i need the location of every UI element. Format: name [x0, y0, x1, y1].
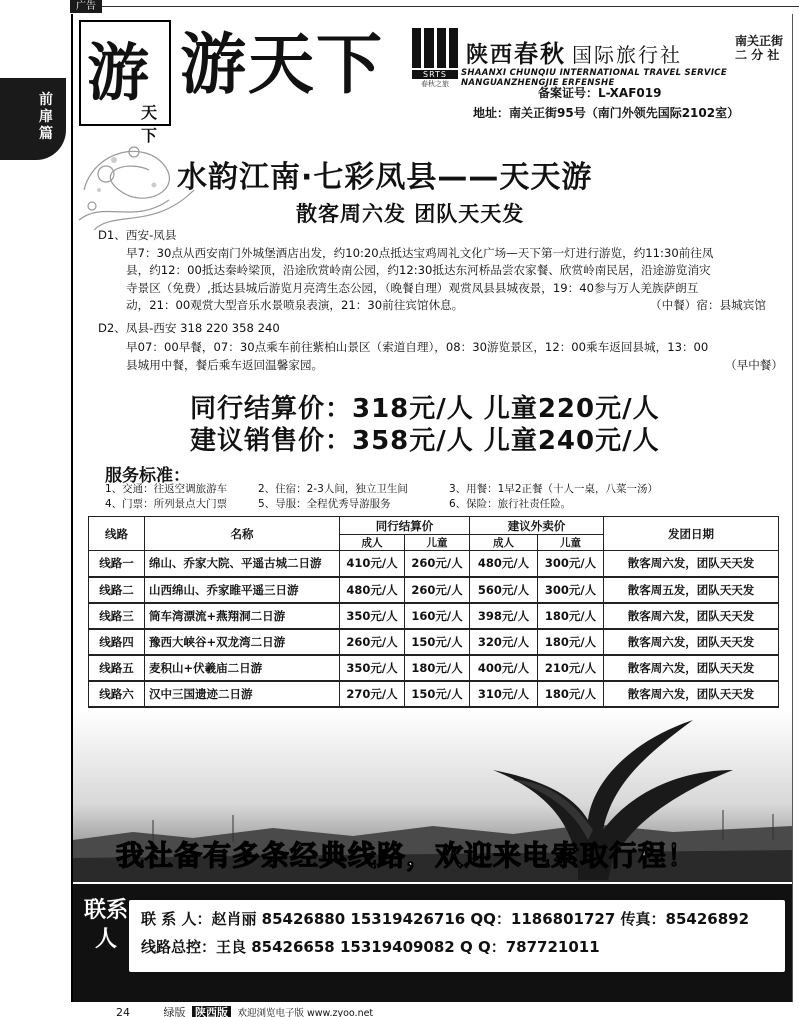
edition-label: 绿版	[163, 1006, 186, 1017]
trade-price: 同行结算价：318元/人 儿童220元/人	[190, 394, 660, 424]
day1-line-1: 早7：30点从西安南门外城堡酒店出发，约10:20点抵达宝鸡周礼文化广场—天下第一灯进行游览，约11:30前往凤	[126, 246, 714, 260]
cell-name: 豫西大峡谷+双龙湾二日游	[145, 629, 340, 655]
cell-retail-adult: 320元/人	[470, 629, 538, 655]
retail-price: 建议销售价：358元/人 儿童240元/人	[190, 426, 660, 456]
cell-name: 筒车湾漂流+燕翔洞二日游	[145, 603, 340, 629]
service-item-1: 1、交通：往返空调旅游车	[105, 483, 228, 495]
col-trade-child: 儿童	[405, 535, 470, 551]
branch-line-2: 二 分 社	[735, 48, 780, 62]
cell-name: 山西绵山、乔家睢平遥三日游	[145, 577, 340, 603]
license-number: 备案证号：L-XAF019	[538, 86, 662, 100]
header-rule	[70, 6, 799, 7]
cell-retail-adult: 400元/人	[470, 655, 538, 681]
branch-name	[735, 34, 783, 62]
emblem-sub: 春秋之旅	[421, 80, 449, 88]
cell-date: 散客周六发，团队天天发	[604, 681, 779, 707]
cell-trade-child: 150元/人	[405, 681, 470, 707]
contact-panel	[129, 900, 785, 972]
col-retail-adult: 成人	[470, 535, 538, 551]
edition-badge: 陕西版	[192, 1006, 231, 1017]
cell-trade-adult: 350元/人	[340, 655, 405, 681]
col-trade-adult: 成人	[340, 535, 405, 551]
col-retail-child: 儿童	[538, 535, 604, 551]
cell-route: 线路五	[89, 655, 145, 681]
cell-retail-child: 300元/人	[538, 577, 604, 603]
day1-meal-note: （中餐）宿：县城宾馆	[650, 298, 766, 312]
cell-route: 线路三	[89, 603, 145, 629]
service-title: 服务标准：	[105, 466, 190, 486]
page-title: 水韵江南·七彩凤县——天天游	[177, 160, 593, 195]
route-table	[88, 516, 779, 708]
emblem-label: SRTS	[412, 70, 458, 79]
contact-label: 联系人	[83, 898, 128, 952]
contact-line-2[interactable]: 线路总控：王良 85426658 15319409082 Q Q：787721011	[141, 938, 600, 956]
cell-route: 线路一	[89, 551, 145, 577]
table-row	[89, 681, 779, 707]
contact-line-1[interactable]: 联 系 人：赵肖丽 85426880 15319426716 QQ：1186801727 传真：85426892	[141, 910, 750, 928]
company-prefix: 陕西	[466, 43, 515, 68]
cell-trade-adult: 410元/人	[340, 551, 405, 577]
cell-name: 绵山、乔家大院、平遥古城二日游	[145, 551, 340, 577]
col-trade-price: 同行结算价	[340, 517, 470, 535]
cell-route: 线路四	[89, 629, 145, 655]
day2-meal-note: （早中餐）	[725, 358, 783, 372]
day1-line-3: 寺景区（免费）,抵达县城后游览月亮湾生态公园，（晚餐自理）观赏凤县县城夜景，19：40参与万人羌族萨朗互	[126, 281, 699, 295]
cell-trade-child: 260元/人	[405, 551, 470, 577]
logo-sub-glyph: 天下	[141, 103, 158, 145]
cell-date: 散客周五发，团队天天发	[604, 577, 779, 603]
cell-retail-child: 180元/人	[538, 629, 604, 655]
service-item-2: 2、住宿：2-3人间，独立卫生间	[258, 483, 408, 495]
cell-date: 散客周六发，团队天天发	[604, 655, 779, 681]
ad-label: 广告	[70, 0, 102, 13]
cell-name: 汉中三国遗迹二日游	[145, 681, 340, 707]
table-row	[89, 655, 779, 681]
col-route: 线路	[89, 517, 145, 551]
col-retail-price: 建议外卖价	[470, 517, 604, 535]
cell-route: 线路六	[89, 681, 145, 707]
section-tab[interactable]	[0, 78, 66, 160]
company-english-name: SHAANXI CHUNQIU INTERNATIONAL TRAVEL SERVICE NANGUANZHENGJIE ERFENSHE	[461, 68, 727, 88]
srts-emblem	[412, 28, 458, 92]
cell-trade-adult: 270元/人	[340, 681, 405, 707]
cell-date: 散客周六发，团队天天发	[604, 551, 779, 577]
logo-main-glyph: 游	[87, 36, 150, 109]
cell-trade-adult: 480元/人	[340, 577, 405, 603]
brand-logo	[79, 20, 171, 145]
cell-trade-child: 150元/人	[405, 629, 470, 655]
page-number: 24	[116, 1006, 130, 1017]
company-suffix: 国际旅行社	[572, 43, 683, 67]
day2-line-1: 早07：00早餐，07：30点乘车前往紫柏山景区（索道自理），08：30游览景区，12：00乘车返回县城，13：00	[126, 340, 709, 354]
cell-retail-child: 210元/人	[538, 655, 604, 681]
table-row	[89, 629, 779, 655]
cell-trade-child: 180元/人	[405, 655, 470, 681]
cell-date: 散客周六发，团队天天发	[604, 603, 779, 629]
cell-retail-adult: 560元/人	[470, 577, 538, 603]
cell-name: 麦积山+伏羲庙二日游	[145, 655, 340, 681]
ad-header-bar	[0, 0, 799, 14]
day2-line-2: 县城用中餐，餐后乘车返回温馨家园。	[126, 358, 324, 372]
cell-retail-child: 180元/人	[538, 681, 604, 707]
cell-trade-adult: 350元/人	[340, 603, 405, 629]
call-to-action: 我社备有多条经典线路，欢迎来电索取行程！	[116, 839, 697, 872]
cell-retail-child: 180元/人	[538, 603, 604, 629]
table-row	[89, 551, 779, 577]
service-item-4: 4、门票：所列景点大门票	[105, 498, 228, 510]
cell-retail-child: 300元/人	[538, 551, 604, 577]
day1-line-4: 动，21：00观赏大型音乐水景喷泉表演，21：30前往宾馆休息。	[126, 298, 464, 312]
company-script: 春秋	[514, 39, 567, 68]
branch-line-1: 南关正街	[735, 34, 784, 48]
cell-trade-adult: 260元/人	[340, 629, 405, 655]
cell-route: 线路二	[89, 577, 145, 603]
contact-band	[73, 884, 792, 1002]
service-item-6: 6、保险：旅行社责任险。	[449, 498, 572, 510]
day1-title: D1、西安-凤县	[98, 228, 177, 242]
col-name: 名称	[145, 517, 340, 551]
col-departure: 发团日期	[604, 517, 779, 551]
table-row	[89, 603, 779, 629]
page-subtitle: 散客周六发 团队天天发	[296, 202, 525, 226]
website-link[interactable]: 欢迎浏览电子版 www.zyoo.net	[237, 1008, 374, 1017]
cell-date: 散客周六发，团队天天发	[604, 629, 779, 655]
day1-line-2: 县，约12：00抵达秦岭梁顶，沿途欣赏岭南公园，约12:30抵达东河桥品尝农家餐、欣赏岭南民居，沿途游览消灾	[126, 263, 711, 277]
emblem-bars-icon	[412, 28, 458, 68]
table-row	[89, 577, 779, 603]
company-name	[466, 34, 682, 69]
cell-retail-adult: 310元/人	[470, 681, 538, 707]
day2-title: D2、凤县-西安 318 220 358 240	[98, 321, 280, 335]
cell-retail-adult: 398元/人	[470, 603, 538, 629]
page-footer	[116, 1004, 373, 1017]
service-item-3: 3、用餐：1早2正餐（十人一桌，八菜一汤）	[449, 483, 659, 495]
cell-trade-child: 160元/人	[405, 603, 470, 629]
service-item-5: 5、导服：全程优秀导游服务	[258, 498, 391, 510]
slogan: 游天下	[180, 25, 384, 103]
cell-retail-adult: 480元/人	[470, 551, 538, 577]
section-tab-label: 前扉篇	[39, 92, 53, 142]
route-table-body	[89, 551, 779, 707]
address: 地址：南关正街95号（南门外领先国际2102室）	[473, 106, 740, 120]
cell-trade-child: 260元/人	[405, 577, 470, 603]
